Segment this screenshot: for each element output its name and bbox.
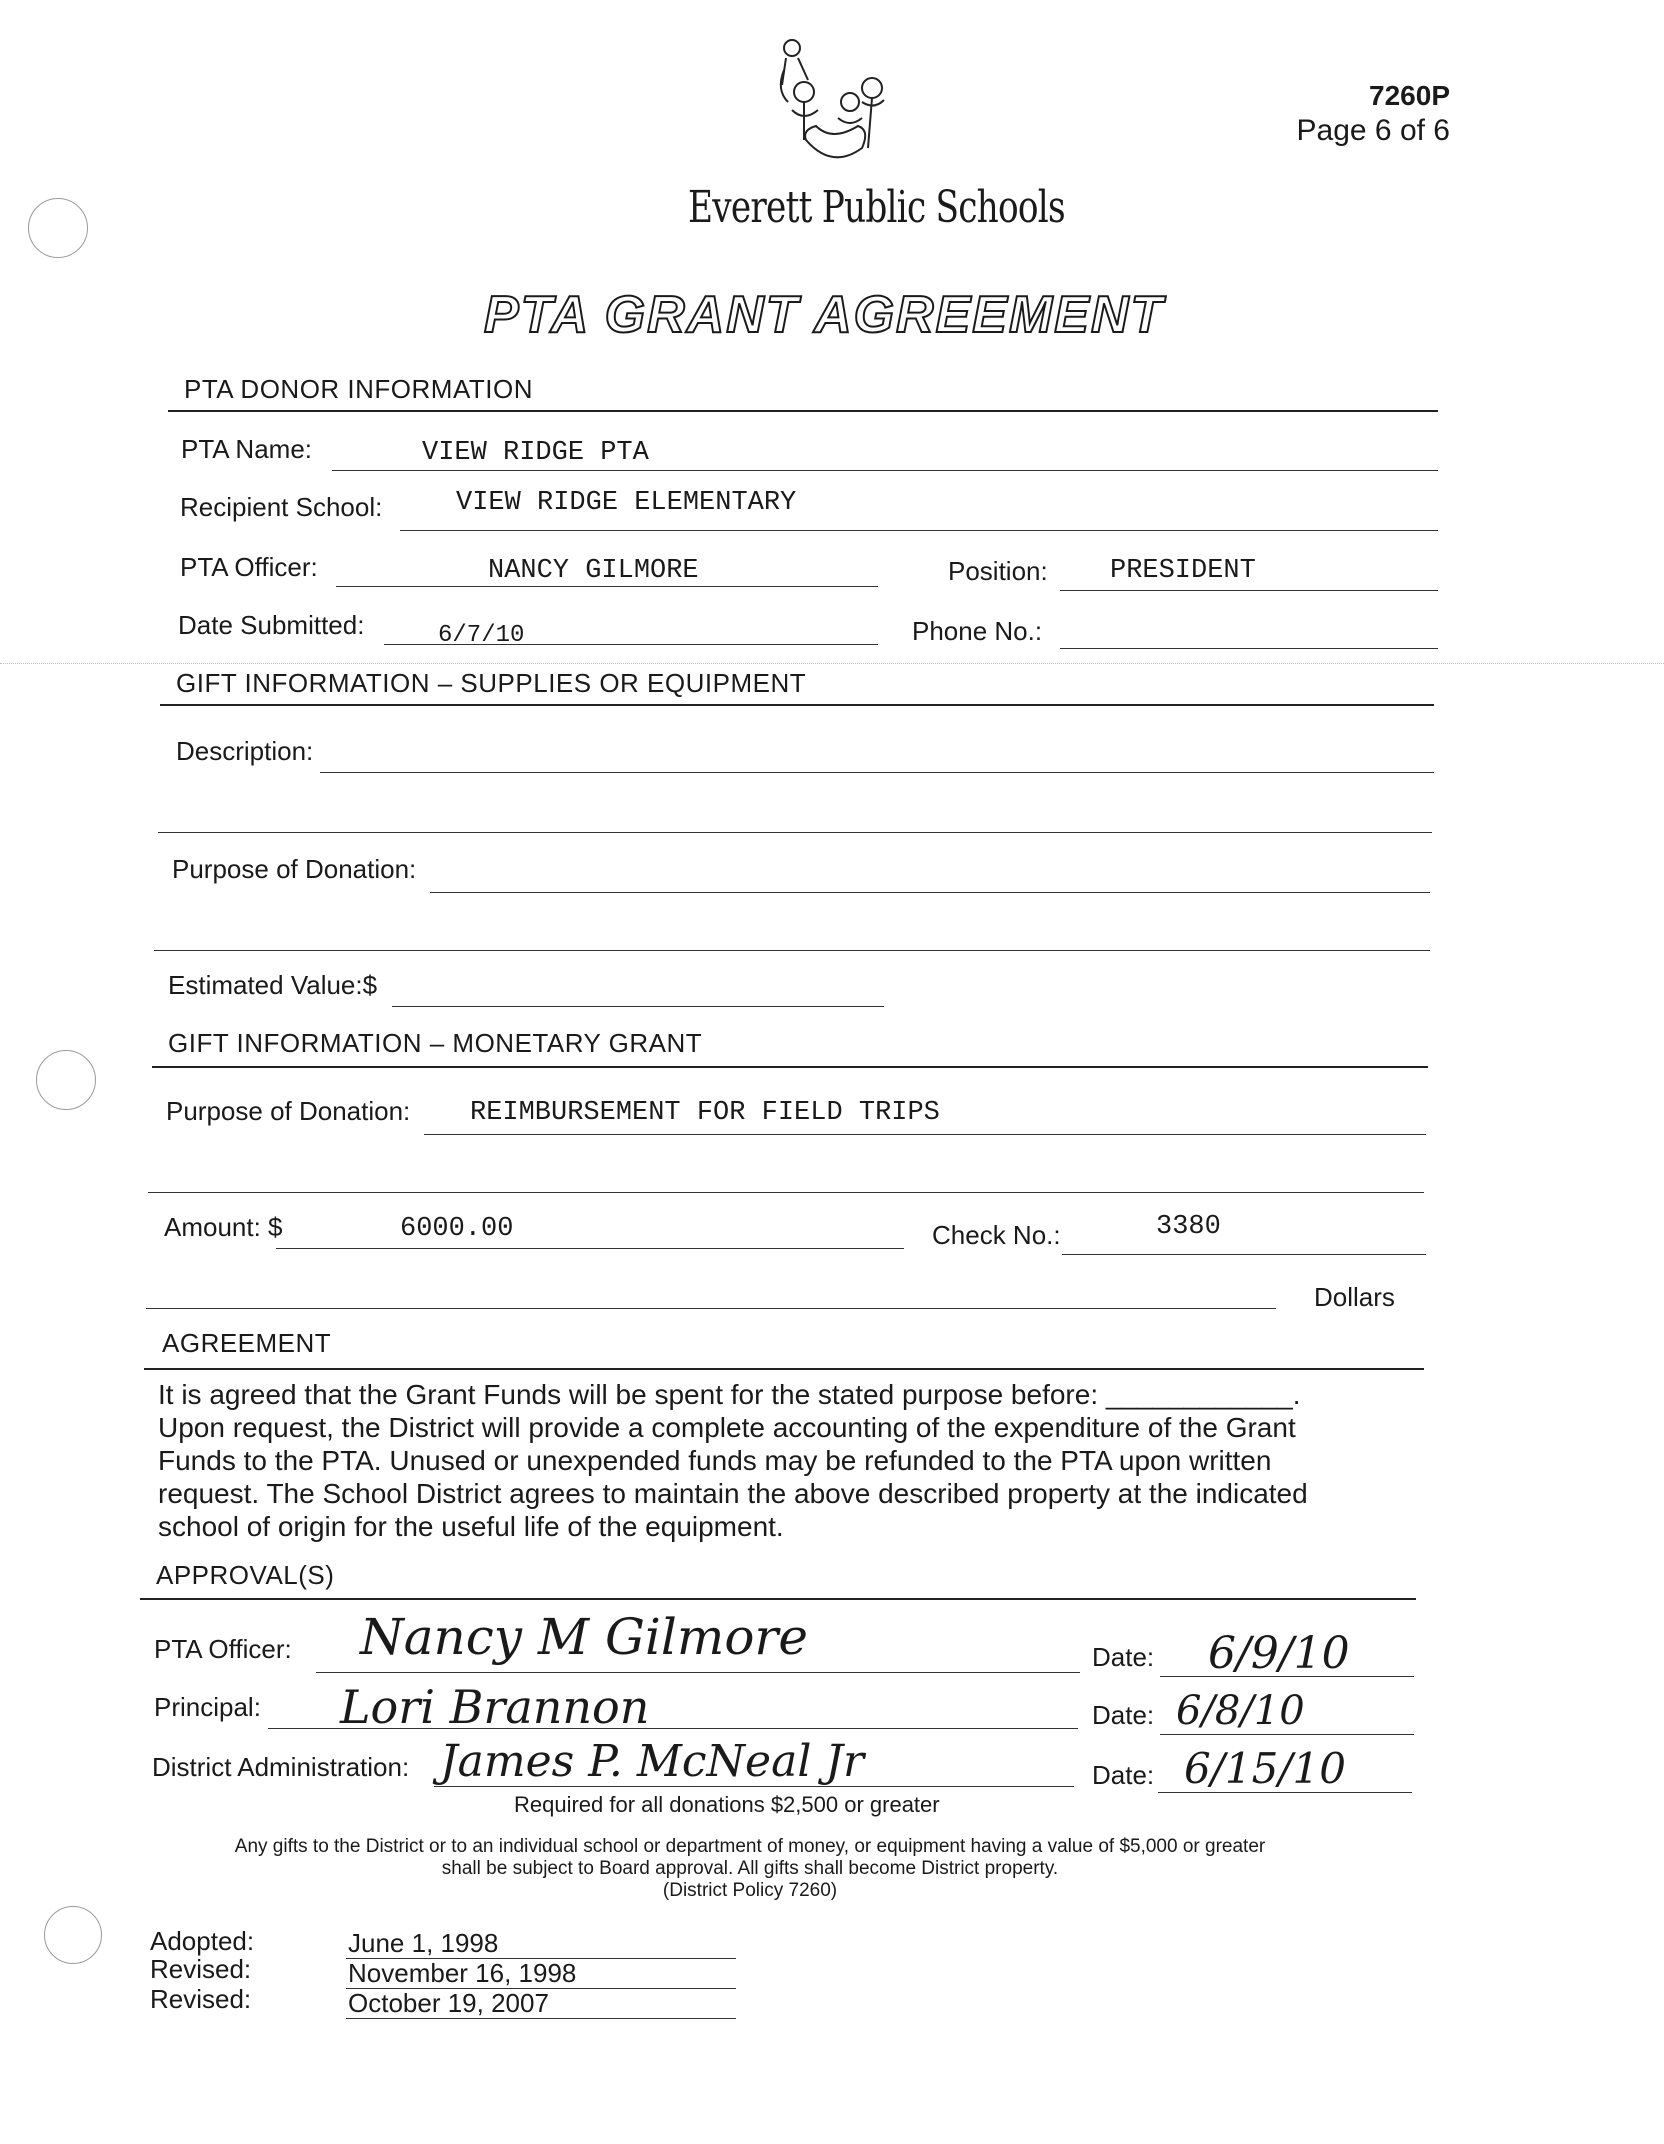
school-name: Everett Public Schools bbox=[688, 182, 1065, 233]
pta-name-label: PTA Name: bbox=[181, 434, 313, 464]
page-number: Page 6 of 6 bbox=[1296, 114, 1450, 147]
officer-date-value: 6/9/10 bbox=[1208, 1628, 1350, 1679]
agreement-line: Funds to the PTA. Unused or unexpended funds may be refunded to the PTA upon written bbox=[158, 1445, 1272, 1476]
approval-officer-label: PTA Officer: bbox=[154, 1634, 292, 1664]
officer-date-label: Date: bbox=[1092, 1642, 1155, 1672]
officer-signature: Nancy M Gilmore bbox=[360, 1608, 808, 1666]
pta-name-value[interactable]: VIEW RIDGE PTA bbox=[422, 438, 649, 468]
supplies-section-header: GIFT INFORMATION – SUPPLIES OR EQUIPMENT bbox=[176, 668, 807, 698]
history-line bbox=[346, 2018, 736, 2019]
date-submitted-line bbox=[384, 644, 878, 645]
agreement-line: school of origin for the useful life of the equipment. bbox=[158, 1511, 784, 1542]
recipient-school-value[interactable]: VIEW RIDGE ELEMENTARY bbox=[456, 488, 797, 518]
date-submitted-value[interactable]: 6/7/10 bbox=[438, 622, 525, 649]
pta-officer-value[interactable]: NANCY GILMORE bbox=[488, 556, 699, 586]
supplies-purpose-label: Purpose of Donation: bbox=[172, 854, 417, 884]
pta-name-line bbox=[332, 470, 1438, 471]
district-date-line bbox=[1158, 1792, 1412, 1793]
donor-section-header: PTA DONOR INFORMATION bbox=[184, 374, 533, 404]
gift-policy-note bbox=[150, 1836, 1350, 1902]
history-label: Adopted: bbox=[150, 1926, 255, 1956]
position-value[interactable]: PRESIDENT bbox=[1110, 556, 1256, 586]
dollars-label: Dollars bbox=[1314, 1282, 1395, 1312]
description-line-2 bbox=[158, 832, 1432, 833]
divider bbox=[152, 1066, 1428, 1068]
check-number-label: Check No.: bbox=[932, 1220, 1061, 1250]
position-label: Position: bbox=[948, 556, 1048, 586]
agreement-line: It is agreed that the Grant Funds will be spent for the stated purpose before: ____________. bbox=[158, 1379, 1301, 1410]
pta-officer-line bbox=[336, 586, 878, 587]
principal-label: Principal: bbox=[154, 1692, 261, 1722]
monetary-section-header: GIFT INFORMATION – MONETARY GRANT bbox=[168, 1028, 703, 1058]
agreement-line: request. The School District agrees to maintain the above described property at the indicated bbox=[158, 1478, 1308, 1509]
recipient-school-line bbox=[400, 530, 1438, 531]
principal-date-label: Date: bbox=[1092, 1700, 1155, 1730]
history-label: Revised: bbox=[150, 1984, 252, 2014]
recipient-school-label: Recipient School: bbox=[180, 492, 383, 522]
punch-hole-bottom bbox=[44, 1906, 102, 1964]
required-note: Required for all donations $2,500 or greater bbox=[514, 1792, 940, 1817]
agreement-section-header: AGREEMENT bbox=[162, 1328, 332, 1358]
officer-signature-line bbox=[316, 1672, 1080, 1673]
history-label: Revised: bbox=[150, 1954, 252, 1984]
district-date-label: Date: bbox=[1092, 1760, 1155, 1790]
amount-value[interactable]: 6000.00 bbox=[400, 1214, 514, 1244]
monetary-purpose-label: Purpose of Donation: bbox=[166, 1096, 411, 1126]
policy-code: 7260P bbox=[1369, 80, 1450, 111]
monetary-purpose-value[interactable]: REIMBURSEMENT FOR FIELD TRIPS bbox=[470, 1098, 940, 1128]
history-date: October 19, 2007 bbox=[348, 1988, 549, 2018]
monetary-purpose-line-2 bbox=[148, 1192, 1424, 1193]
dollars-line bbox=[146, 1308, 1276, 1309]
phone-line bbox=[1060, 648, 1438, 649]
principal-date-line bbox=[1160, 1734, 1414, 1735]
date-submitted-label: Date Submitted: bbox=[178, 610, 365, 640]
divider bbox=[168, 410, 1438, 412]
agreement-text bbox=[158, 1378, 1448, 1543]
description-label: Description: bbox=[176, 736, 314, 766]
estimated-value-line bbox=[392, 1006, 884, 1007]
district-date-value: 6/15/10 bbox=[1184, 1744, 1346, 1793]
gift-policy-line: shall be subject to Board approval. All gifts shall become District property. bbox=[441, 1858, 1059, 1879]
history-date: November 16, 1998 bbox=[348, 1958, 577, 1988]
school-logo-icon bbox=[762, 30, 892, 180]
approvals-section-header: APPROVAL(S) bbox=[156, 1560, 335, 1590]
principal-date-value: 6/8/10 bbox=[1176, 1688, 1305, 1734]
district-label: District Administration: bbox=[152, 1752, 410, 1782]
principal-signature-line bbox=[268, 1728, 1078, 1729]
supplies-purpose-line bbox=[430, 892, 1430, 893]
position-line bbox=[1060, 590, 1438, 591]
amount-label: Amount: $ bbox=[164, 1212, 283, 1242]
punch-hole-top bbox=[28, 198, 88, 258]
phone-label: Phone No.: bbox=[912, 616, 1043, 646]
divider bbox=[160, 704, 1434, 706]
agreement-line: Upon request, the District will provide a complete accounting of the expenditure of the Grant bbox=[158, 1412, 1296, 1443]
punch-hole-middle bbox=[36, 1050, 96, 1110]
description-line bbox=[320, 772, 1434, 773]
officer-date-line bbox=[1160, 1676, 1414, 1677]
district-signature-line bbox=[434, 1786, 1074, 1787]
pta-officer-label: PTA Officer: bbox=[180, 552, 318, 582]
page-title: PTA GRANT AGREEMENT bbox=[484, 286, 1165, 344]
monetary-purpose-line bbox=[424, 1134, 1426, 1135]
check-number-line bbox=[1062, 1254, 1426, 1255]
gift-policy-line: Any gifts to the District or to an individual school or department of money, or equipment having a value of $5,000 or greater bbox=[234, 1836, 1266, 1857]
district-signature: James P. McNeal Jr bbox=[440, 1736, 865, 1787]
supplies-purpose-line-2 bbox=[154, 950, 1430, 951]
divider bbox=[140, 1598, 1416, 1600]
estimated-value-label: Estimated Value:$ bbox=[168, 970, 378, 1000]
amount-line bbox=[276, 1248, 904, 1249]
gift-policy-line: (District Policy 7260) bbox=[662, 1880, 838, 1901]
divider bbox=[144, 1368, 1424, 1370]
principal-signature: Lori Brannon bbox=[340, 1680, 650, 1734]
scan-fold-line bbox=[0, 663, 1664, 664]
check-number-value[interactable]: 3380 bbox=[1156, 1212, 1221, 1242]
history-date: June 1, 1998 bbox=[348, 1928, 499, 1958]
